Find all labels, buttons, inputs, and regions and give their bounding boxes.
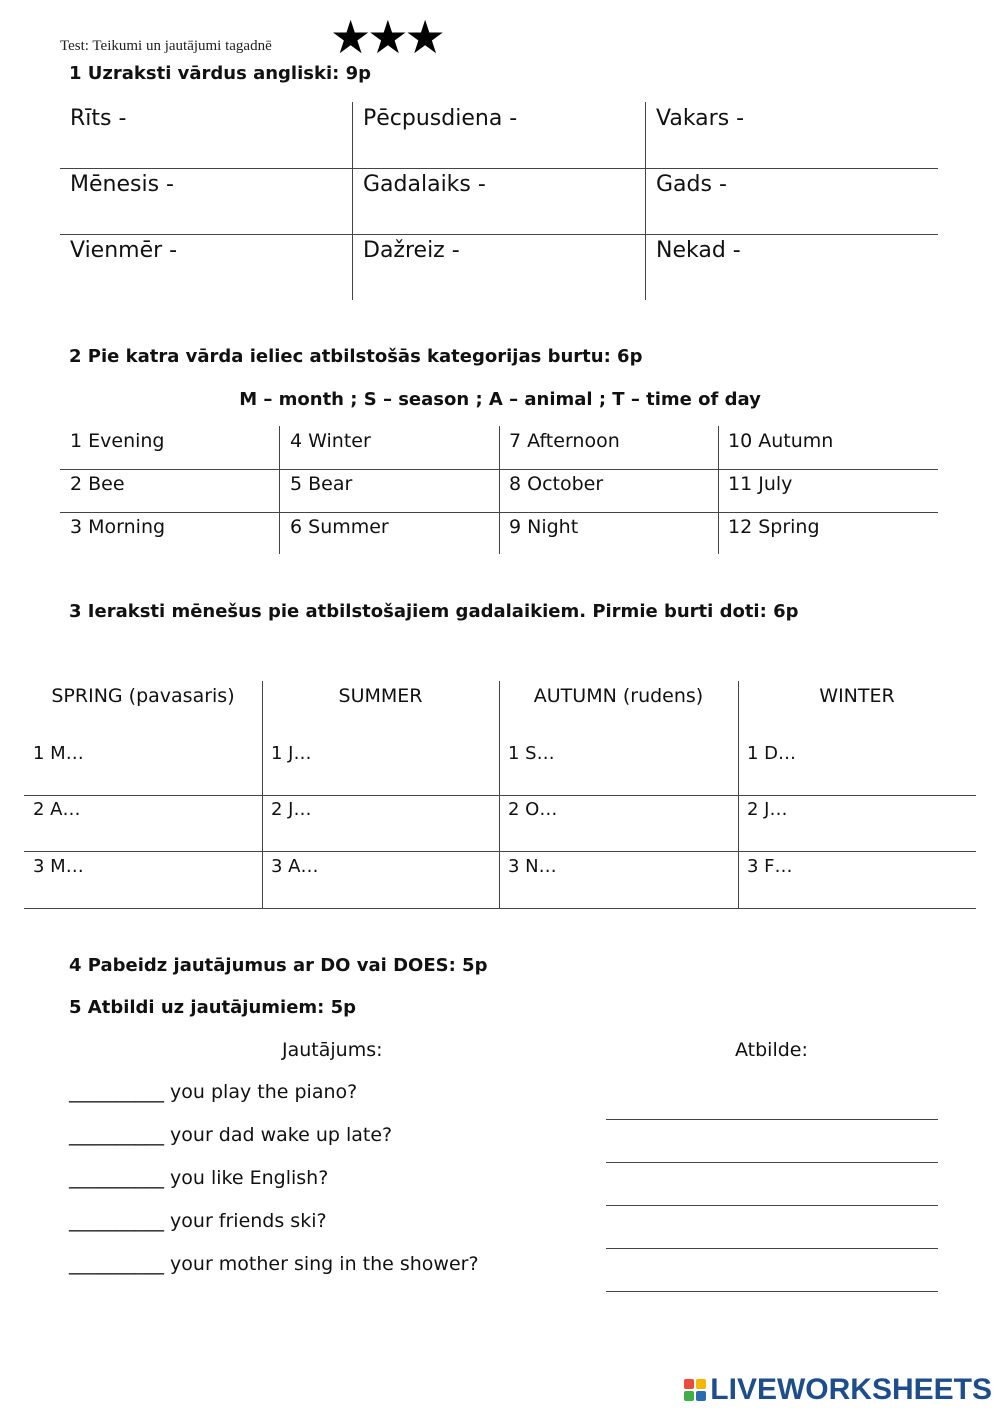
task2-cell[interactable]: 11 July	[728, 473, 793, 495]
task5-heading: 5 Atbildi uz jautājumiem: 5p	[69, 997, 357, 1018]
question-item[interactable]: __________ you play the piano?	[69, 1081, 358, 1103]
star-rating-icon: ★★★	[330, 10, 442, 64]
task3-table	[24, 681, 976, 909]
task1-cell[interactable]: Pēcpusdiena -	[363, 106, 518, 131]
logo-text: LIVEWORKSHEETS	[710, 1373, 992, 1406]
month-cell[interactable]: 1 M…	[33, 743, 84, 764]
month-cell[interactable]: 1 D…	[747, 743, 797, 764]
task1-cell[interactable]: Rīts -	[70, 106, 127, 131]
answer-line[interactable]	[606, 1248, 938, 1249]
task1-table	[60, 102, 938, 300]
season-header: SPRING (pavasaris)	[51, 685, 235, 707]
task1-cell[interactable]: Vakars -	[656, 106, 745, 131]
task4-heading: 4 Pabeidz jautājumus ar DO vai DOES: 5p	[69, 955, 488, 976]
month-cell[interactable]: 3 N…	[508, 856, 557, 877]
task1-cell[interactable]: Vienmēr -	[70, 238, 178, 263]
logo-grid-icon	[684, 1379, 706, 1401]
task2-cell[interactable]: 12 Spring	[728, 516, 820, 538]
question-item[interactable]: __________ your mother sing in the shower?	[69, 1253, 479, 1275]
task1-cell[interactable]: Dažreiz -	[363, 238, 460, 263]
month-cell[interactable]: 2 O…	[508, 799, 558, 820]
task2-cell[interactable]: 4 Winter	[290, 430, 371, 452]
task1-cell[interactable]: Gads -	[656, 172, 727, 197]
answer-column-label: Atbilde:	[735, 1039, 808, 1061]
month-cell[interactable]: 3 A…	[271, 856, 319, 877]
task1-cell[interactable]: Gadalaiks -	[363, 172, 486, 197]
season-header: AUTUMN (rudens)	[533, 685, 704, 707]
month-cell[interactable]: 2 A…	[33, 799, 81, 820]
task1-cell[interactable]: Mēnesis -	[70, 172, 174, 197]
task2-cell[interactable]: 10 Autumn	[728, 430, 834, 452]
answer-line[interactable]	[606, 1291, 938, 1292]
question-item[interactable]: __________ your dad wake up late?	[69, 1124, 393, 1146]
task2-cell[interactable]: 1 Evening	[70, 430, 165, 452]
task3-heading: 3 Ieraksti mēnešus pie atbilstošajiem gadalaikiem. Pirmie burti doti: 6p	[69, 601, 799, 622]
answer-line[interactable]	[606, 1205, 938, 1206]
task2-table	[60, 426, 938, 554]
month-cell[interactable]: 3 M…	[33, 856, 84, 877]
question-item[interactable]: __________ you like English?	[69, 1167, 329, 1189]
answer-line[interactable]	[606, 1119, 938, 1120]
month-cell[interactable]: 1 J…	[271, 743, 312, 764]
month-cell[interactable]: 2 J…	[747, 799, 788, 820]
task1-heading: 1 Uzraksti vārdus angliski: 9p	[69, 63, 371, 84]
task2-cell[interactable]: 3 Morning	[70, 516, 166, 538]
question-column-label: Jautājums:	[282, 1039, 383, 1061]
task2-cell[interactable]: 9 Night	[509, 516, 579, 538]
task2-cell[interactable]: 2 Bee	[70, 473, 125, 495]
season-header: WINTER	[819, 685, 895, 707]
answer-line[interactable]	[606, 1162, 938, 1163]
worksheet-title: Test: Teikumi un jautājumi tagadnē	[60, 38, 272, 54]
task2-cell[interactable]: 7 Afternoon	[509, 430, 620, 452]
liveworksheets-logo	[684, 1373, 992, 1407]
month-cell[interactable]: 3 F…	[747, 856, 793, 877]
task2-cell[interactable]: 8 October	[509, 473, 604, 495]
task2-cell[interactable]: 6 Summer	[290, 516, 389, 538]
month-cell[interactable]: 2 J…	[271, 799, 312, 820]
task2-cell[interactable]: 5 Bear	[290, 473, 353, 495]
question-item[interactable]: __________ your friends ski?	[69, 1210, 327, 1232]
month-cell[interactable]: 1 S…	[508, 743, 555, 764]
season-header: SUMMER	[338, 685, 423, 707]
task2-heading: 2 Pie katra vārda ieliec atbilstošās kategorijas burtu: 6p	[69, 346, 643, 367]
task1-cell[interactable]: Nekad -	[656, 238, 741, 263]
task2-legend: M – month ; S – season ; A – animal ; T – time of day	[239, 389, 761, 410]
